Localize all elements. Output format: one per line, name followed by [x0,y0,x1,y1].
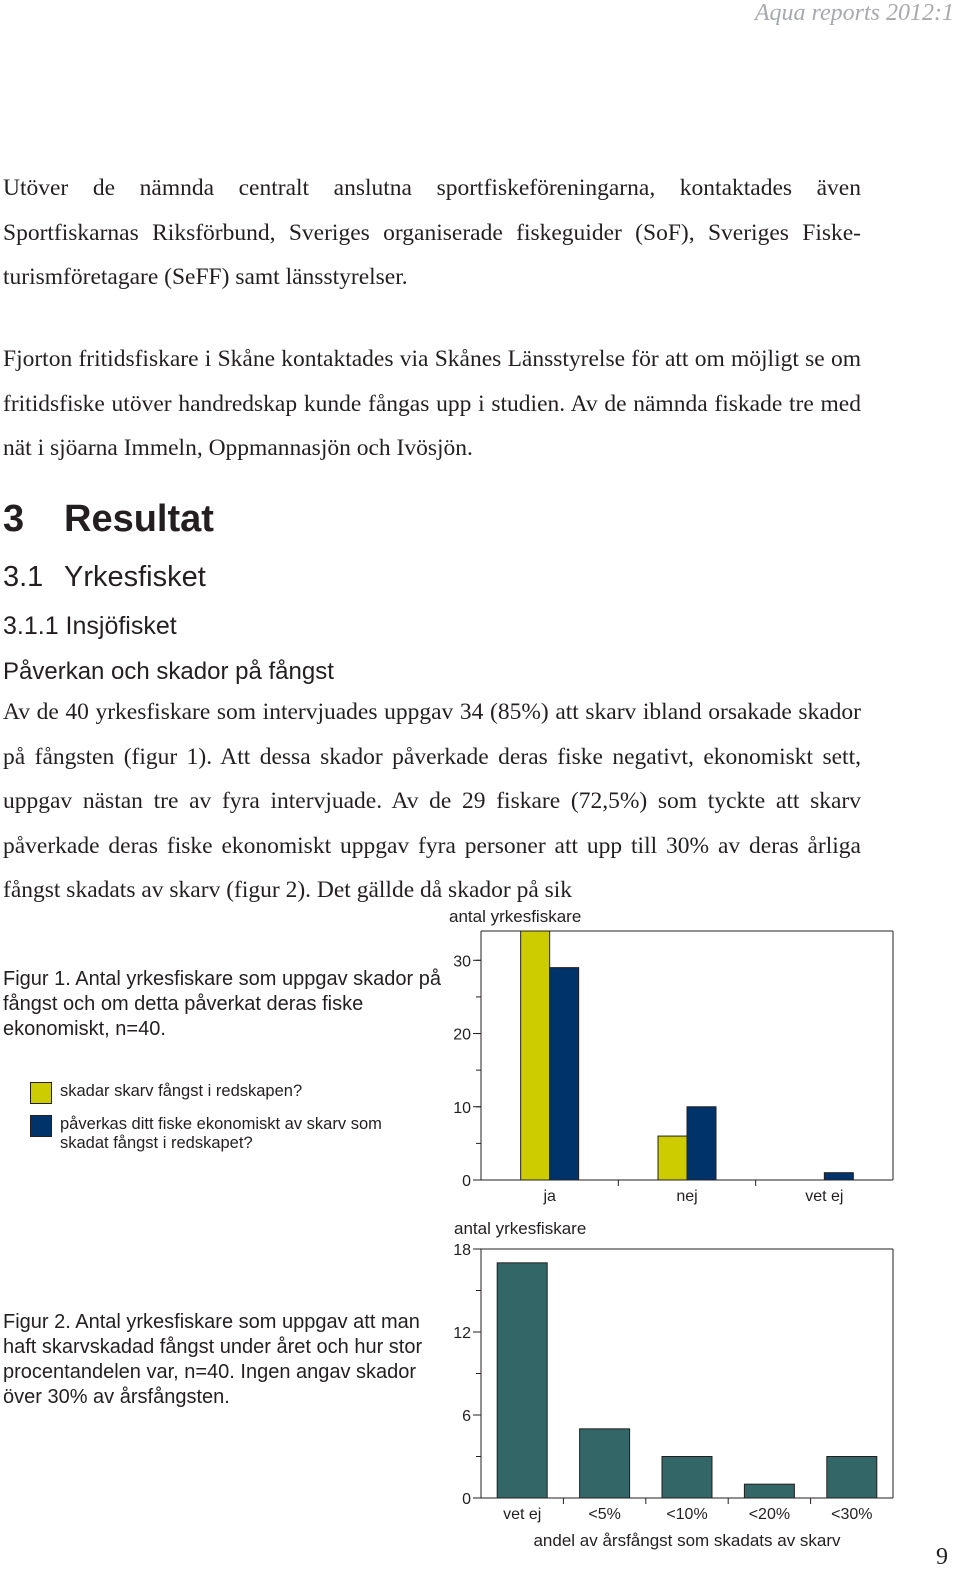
x-axis-label: andel av årsfångst som skadats av skarv [533,1531,841,1550]
section-number: 3 [3,498,25,540]
running-header: Aqua reports 2012:1 [754,0,954,26]
x-tick-label: <10% [666,1506,708,1523]
bar [580,1429,630,1498]
y-tick-label: 12 [453,1325,471,1342]
bar [658,1136,687,1180]
x-tick-label: <30% [831,1506,873,1523]
legend-swatch-yellow [30,1082,52,1104]
subsubsection-heading: 3.1.1 Insjöfisket [3,612,177,640]
bar [662,1457,712,1499]
legend-label: skadar skarv fångst i redskapen? [60,1082,303,1100]
figure2-caption: Figur 2. Antal yrkesfiskare som uppgav att man haft skarvskadad fångst under året och hur stor procentandelen var, n=40. Ingen angav skador över 30% av årsfångsten. [3,1311,423,1408]
figure1-caption: Figur 1. Antal yrkesfiskare som uppgav skador på fångst och om detta påverkat deras fiske ekonomiskt, n=40. [3,968,441,1040]
subsection-number: 3.1 [3,561,44,593]
y-tick-label: 18 [453,1242,471,1259]
run-in-heading: Påverkan och skador på fångst [3,658,334,685]
y-tick-label: 0 [462,1491,471,1508]
y-tick-label: 10 [453,1099,471,1117]
bar [550,968,579,1180]
legend-item [30,1115,400,1153]
x-tick-label: ja [543,1188,556,1205]
bar [827,1457,877,1499]
paragraph: Av de 40 yrkesfiskare som intervjuades uppgav 34 (85%) att skarv ibland orsakade skador på fångsten (figur 1). Att dessa skador påverkade deras fiske negativt, ekonomiskt sett, uppgav nästan tre av fyra intervjuade. Av de 29 fiskare (72,5%) som tyckte att skarv påverkade deras fiske ekonomiskt uppgav fyra personer att upp till 30% av deras årliga fångst skadats av skarv (figur 2). Det gällde då skador på sik [3,699,861,903]
x-tick-label: vet ej [805,1188,844,1205]
y-tick-label: 0 [462,1173,471,1190]
subsection-heading [3,561,206,594]
bar [744,1484,794,1498]
section-heading [3,498,214,541]
bar [687,1107,716,1180]
legend-label: påverkas ditt fiske ekonomiskt av skarv som skadat fångst i redskapet? [60,1115,382,1152]
page-number: 9 [936,1544,948,1570]
paragraph: Fjorton fritidsfiskare i Skåne kontaktades via Skånes Länsstyrelse för att om möjligt se om fritidsfiske utöver handredskap kunde fångas upp i studien. Av de nämnda fiskade tre med nät i sjöarna Immeln, Oppmannasjön och Ivösjön. [3,346,861,461]
bar [521,931,550,1180]
x-tick-label: <20% [748,1506,791,1523]
y-tick-label: 20 [453,1026,471,1044]
x-tick-label: nej [676,1188,698,1205]
x-tick-label: vet ej [503,1506,542,1523]
bar [497,1263,547,1498]
x-tick-label: <5% [588,1506,621,1523]
section-title: Resultat [64,498,214,540]
y-axis-label: antal yrkesfiskare [449,907,582,926]
subsection-title: Yrkesfisket [64,561,206,593]
legend-swatch-navy [30,1115,52,1137]
legend-item [30,1082,400,1104]
y-tick-label: 30 [453,953,471,971]
paragraph: Utöver de nämnda centralt anslutna sportfiskeföreningarna, kontaktades även Sportfiskarnas Riksförbund, Sveriges organiserade fiskeguider (SoF), Sveriges Fisketurismföretagare (SeFF) samt länsstyrelser. [3,175,861,290]
y-axis-label: antal yrkesfiskare [454,1219,587,1238]
bar [824,1173,853,1180]
y-tick-label: 6 [462,1408,471,1425]
